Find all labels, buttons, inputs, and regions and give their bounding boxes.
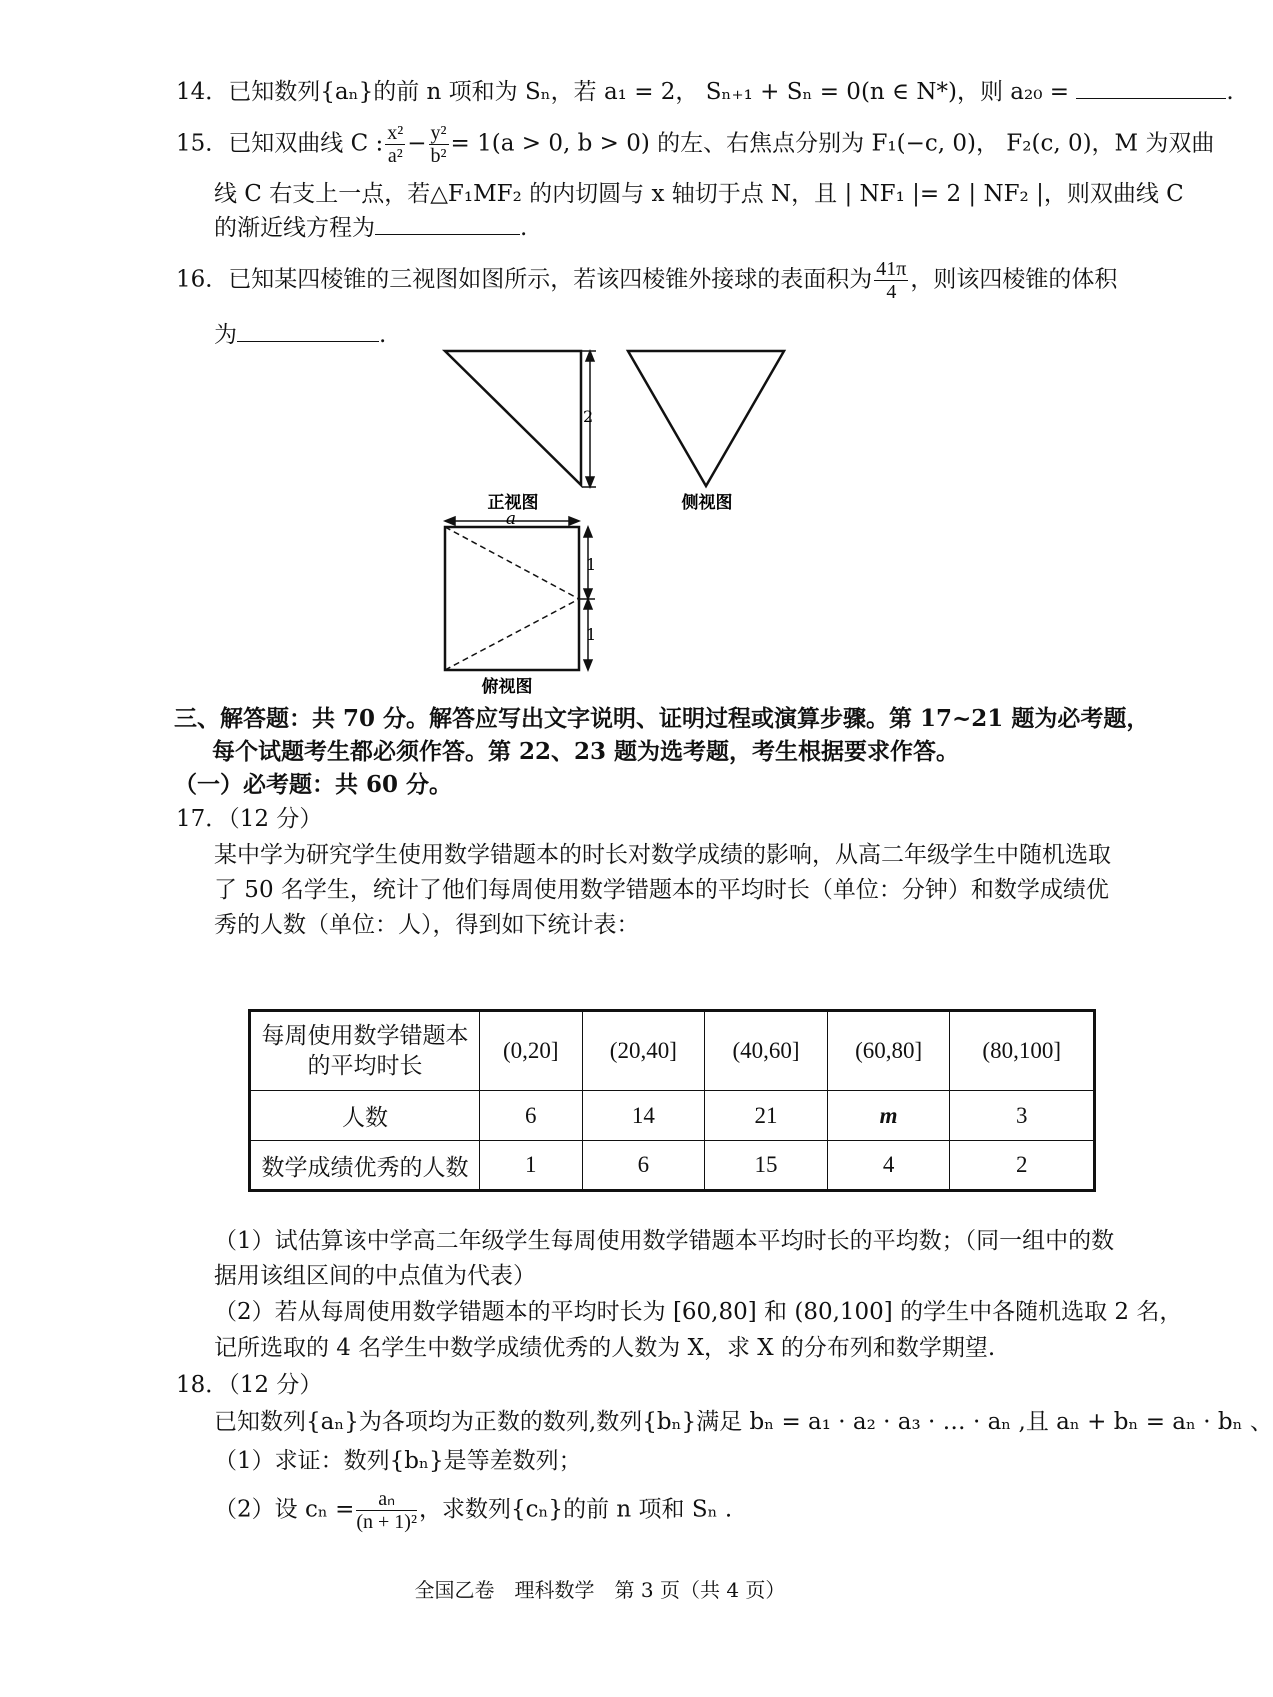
fraction-cn: $\frac{\text{aₙ}}{\text{(n + 1)²}}$ — [356, 1488, 417, 1533]
question-17-sub2: （2）若从每周使用数学错题本的平均时长为 [60,80] 和 (80,100] 的学生中各随机选取 2 名， — [214, 1299, 1183, 1325]
question-number: 17． — [176, 806, 229, 832]
question-17-sub2-cont: 记所选取的 4 名学生中数学成绩优秀的人数为 X，求 X 的分布列和数学期望. — [214, 1335, 996, 1361]
question-14: 14．已知数列{aₙ}的前 n 项和为 Sₙ，若 a₁ = 2， Sₙ₊₁ + Sₙ = 0(n ∈ N*)，则 a₂₀ = . — [176, 75, 1234, 109]
section-3-heading: 三、解答题：共 70 分。解答应写出文字说明、证明过程或演算步骤。第 17~21 题为必考题， — [174, 705, 1150, 732]
question-number: 15． — [176, 130, 229, 157]
question-15: 15．已知双曲线 C : $\frac{\text{x²}}{\text{a²}}$ − $\frac{\text{y²}}{\text{b²}}$ = 1(a > 0, b > 0) 的左、右焦点分别为 F₁(−c, 0)， F₂(c, 0)，M 为双曲 — [176, 122, 1215, 167]
question-number: 16． — [176, 266, 229, 293]
side-view — [628, 351, 784, 486]
question-17-sub1-cont: 据用该组区间的中点值为代表） — [214, 1263, 536, 1289]
table-row-label: 数学成绩优秀的人数 — [250, 1141, 480, 1191]
fraction-y2-b2: $\frac{\text{y²}}{\text{b²}}$ — [430, 122, 447, 167]
question-number: 14． — [176, 79, 229, 105]
question-17-p1: 某中学为研究学生使用数学错题本的时长对数学成绩的影响，从高二年级学生中随机选取 — [214, 842, 1111, 868]
question-16-line2: 为 . — [214, 318, 386, 352]
question-18-sub1: （1）求证：数列{bₙ}是等差数列； — [214, 1448, 582, 1474]
table-cell: 2 — [950, 1141, 1095, 1191]
table-cell: 21 — [705, 1091, 828, 1141]
question-17-header: 17．（12 分） — [176, 806, 323, 832]
table-header-row — [250, 1011, 1095, 1091]
table-cell: (60,80] — [827, 1011, 950, 1091]
depth-dimension — [580, 527, 595, 670]
fraction-x2-a2: $\frac{\text{x²}}{\text{a²}}$ — [387, 122, 404, 167]
question-18-header: 18．（12 分） — [176, 1372, 323, 1398]
top-view-label: 俯视图 — [481, 677, 533, 697]
height-label: 2 — [583, 407, 594, 426]
question-text: 已知数列{aₙ}的前 n 项和为 Sₙ，若 a₁ = 2， Sₙ₊₁ + Sₙ = 0(n ∈ N*)，则 a₂₀ = — [228, 79, 1077, 105]
question-15-line3: 的渐近线方程为 . — [214, 211, 527, 245]
table-cell: (80,100] — [950, 1011, 1095, 1091]
table-header-label: 每周使用数学错题本 的平均时长 — [250, 1011, 480, 1091]
table-cell: 14 — [582, 1091, 705, 1141]
question-18-p1: 已知数列{aₙ}为各项均为正数的数列,数列{bₙ}满足 bₙ = a₁ · a₂ · a₃ · … · aₙ ,且 aₙ + bₙ = aₙ · bₙ 、 — [214, 1409, 1273, 1435]
question-17-sub1: （1）试估算该中学高二年级学生每周使用数学错题本平均时长的平均数；（同一组中的数 — [214, 1228, 1115, 1254]
depth-label-upper: 1 — [586, 555, 597, 574]
table-cell: 1 — [480, 1141, 583, 1191]
top-view — [445, 527, 579, 670]
question-16: 16．已知某四棱锥的三视图如图所示，若该四棱锥外接球的表面积为 $\frac{41\pi}{4}$ ，则该四棱锥的体积 — [176, 258, 1118, 303]
table-cell: 6 — [480, 1091, 583, 1141]
question-17-p3: 秀的人数（单位：人），得到如下统计表： — [214, 912, 640, 938]
section-3-line2: 每个试题考生都必须作答。第 22、23 题为选考题，考生根据要求作答。 — [212, 738, 960, 765]
question-number: 18． — [176, 1372, 229, 1398]
question-18-sub2: （2）设 cₙ = $\frac{\text{aₙ}}{\text{(n + 1)²}}$ ，求数列{cₙ}的前 n 项和 Sₙ . — [214, 1488, 733, 1533]
table-cell: (40,60] — [705, 1011, 828, 1091]
statistics-table — [248, 1009, 1096, 1192]
table-cell: 6 — [582, 1141, 705, 1191]
table-cell: 15 — [705, 1141, 828, 1191]
section-3-part1: （一）必考题：共 60 分。 — [174, 771, 453, 798]
table-cell: m — [827, 1091, 950, 1141]
table-cell: (0,20] — [480, 1011, 583, 1091]
table-row-label: 人数 — [250, 1091, 480, 1141]
table-cell: (20,40] — [582, 1011, 705, 1091]
table-cell: 3 — [950, 1091, 1095, 1141]
table-row — [250, 1141, 1095, 1191]
table-row — [250, 1091, 1095, 1141]
front-view-label: 正视图 — [487, 493, 539, 513]
fraction-41pi-4: $\frac{41\pi}{4}$ — [876, 258, 907, 303]
depth-label-lower: 1 — [586, 625, 597, 644]
side-view-label: 侧视图 — [681, 493, 733, 513]
table-cell: 4 — [827, 1141, 950, 1191]
question-17-p2: 了 50 名学生，统计了他们每周使用数学错题本的平均时长（单位：分钟）和数学成绩优 — [214, 877, 1109, 903]
width-label: a — [505, 509, 517, 529]
page-footer: 全国乙卷 理科数学 第 3 页（共 4 页） — [414, 1578, 786, 1602]
question-15-line2: 线 C 右支上一点，若△F₁MF₂ 的内切圆与 x 轴切于点 N，且 | NF₁ |= 2 | NF₂ |，则双曲线 C — [214, 181, 1184, 207]
three-view-figure — [0, 0, 1200, 800]
front-view — [445, 351, 581, 485]
